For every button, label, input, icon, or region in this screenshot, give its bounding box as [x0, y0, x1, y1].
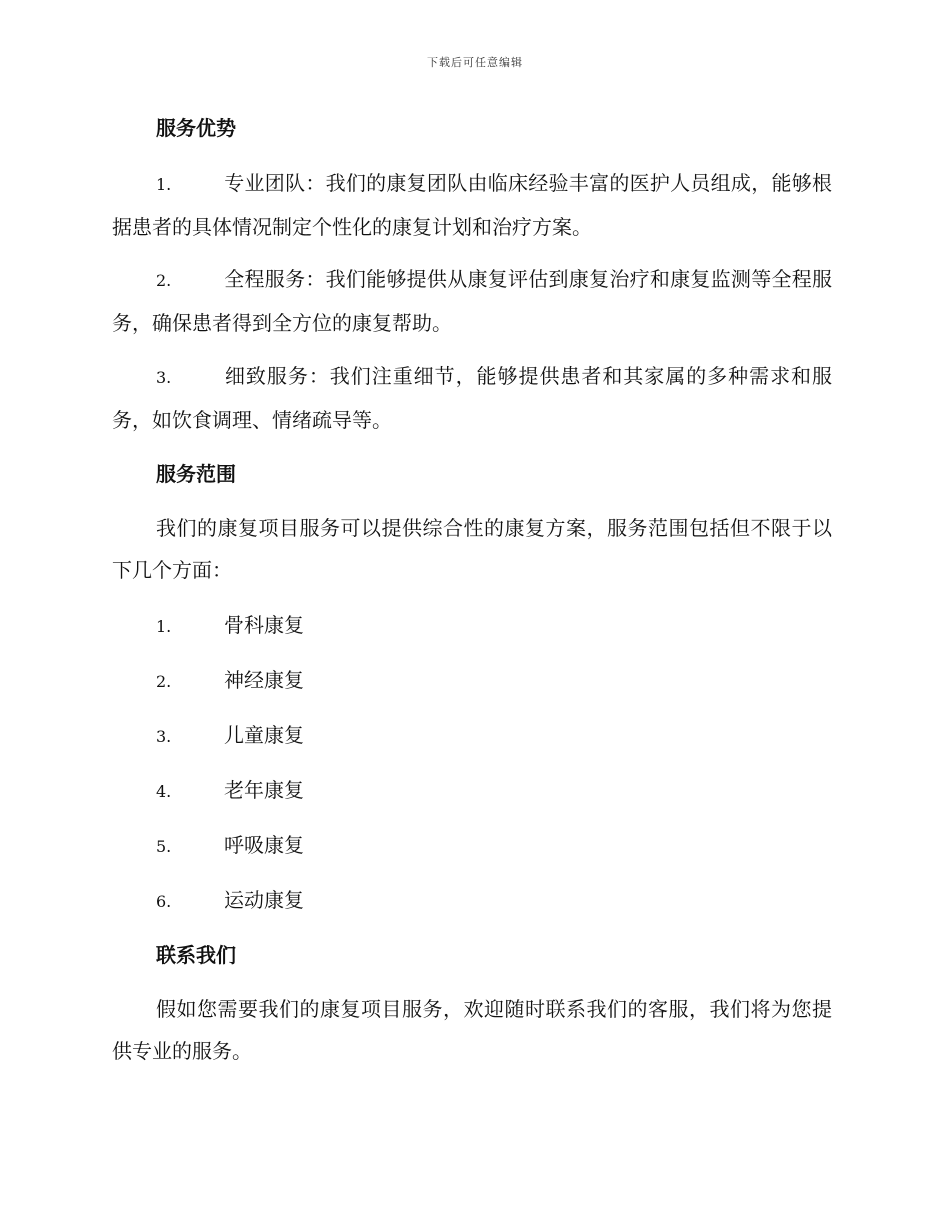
- scope-item-4-text: 老年康复: [224, 778, 304, 802]
- page-header: 下载后可任意编辑: [427, 56, 523, 69]
- advantage-item-2-text: 全程服务：我们能够提供从康复评估到康复治疗和康复监测等全程服务，确保患者得到全方位的康复帮助。: [112, 267, 832, 335]
- advantage-item-3-text: 细致服务：我们注重细节，能够提供患者和其家属的多种需求和服务，如饮食调理、情绪疏导等。: [112, 364, 832, 432]
- advantage-item-1-number: 1.: [156, 175, 172, 194]
- advantage-item-3: [112, 355, 832, 441]
- scope-intro: 我们的康复项目服务可以提供综合性的康复方案，服务范围包括但不限于以下几个方面：: [112, 516, 832, 582]
- scope-item-4-number: 4.: [156, 782, 172, 801]
- scope-item-1-number: 1.: [156, 617, 172, 636]
- scope-item-6: [156, 879, 304, 923]
- scope-item-3-text: 儿童康复: [224, 723, 304, 747]
- advantage-item-2: [112, 258, 832, 344]
- scope-item-5-text: 呼吸康复: [224, 833, 304, 857]
- contact-text: 假如您需要我们的康复项目服务，欢迎随时联系我们的客服，我们将为您提供专业的服务。: [112, 997, 832, 1063]
- scope-item-4: [156, 769, 304, 813]
- scope-item-2-text: 神经康复: [224, 668, 304, 692]
- advantage-item-3-number: 3.: [156, 368, 172, 387]
- advantages-heading: 服务优势: [156, 116, 236, 140]
- scope-item-1-text: 骨科康复: [224, 613, 304, 637]
- advantage-item-1: [112, 162, 832, 248]
- scope-item-5: [156, 824, 304, 868]
- scope-item-5-number: 5.: [156, 837, 172, 856]
- scope-item-1: [156, 604, 304, 648]
- advantage-item-1-text: 专业团队：我们的康复团队由临床经验丰富的医护人员组成，能够根据患者的具体情况制定个性化的康复计划和治疗方案。: [112, 171, 832, 239]
- scope-heading: 服务范围: [156, 462, 236, 486]
- contact-heading: 联系我们: [156, 943, 236, 967]
- scope-item-6-text: 运动康复: [224, 888, 304, 912]
- advantage-item-2-number: 2.: [156, 271, 172, 290]
- scope-item-2-number: 2.: [156, 672, 172, 691]
- scope-item-6-number: 6.: [156, 892, 172, 911]
- scope-item-3-number: 3.: [156, 727, 172, 746]
- scope-item-3: [156, 714, 304, 758]
- scope-item-2: [156, 659, 304, 703]
